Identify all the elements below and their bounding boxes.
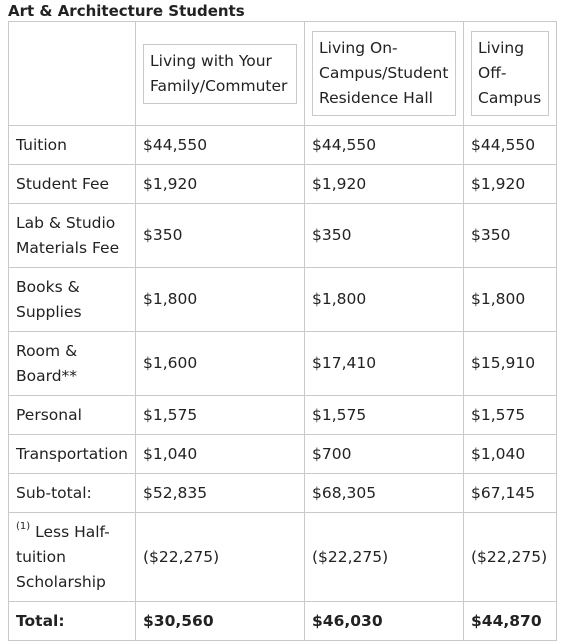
cell-value: $1,800 bbox=[464, 268, 557, 332]
cell-value: ($22,275) bbox=[305, 513, 464, 602]
total-row bbox=[9, 602, 557, 641]
column-header bbox=[464, 22, 557, 126]
cell-value: $1,920 bbox=[136, 165, 305, 204]
table-row bbox=[9, 165, 557, 204]
column-header-label: Living Off-Campus bbox=[471, 31, 549, 116]
header-row bbox=[9, 22, 557, 126]
table-row bbox=[9, 435, 557, 474]
table-row bbox=[9, 126, 557, 165]
cell-value: $44,550 bbox=[464, 126, 557, 165]
cell-value: $15,910 bbox=[464, 332, 557, 396]
cell-value: $1,600 bbox=[136, 332, 305, 396]
cell-value: $46,030 bbox=[305, 602, 464, 641]
row-label bbox=[9, 513, 136, 602]
row-label: Total: bbox=[9, 602, 136, 641]
cell-value: $1,800 bbox=[136, 268, 305, 332]
cell-value: $1,575 bbox=[464, 396, 557, 435]
subtotal-row bbox=[9, 474, 557, 513]
cell-value: $350 bbox=[464, 204, 557, 268]
row-label: Student Fee bbox=[9, 165, 136, 204]
cell-value: ($22,275) bbox=[136, 513, 305, 602]
table-row bbox=[9, 396, 557, 435]
table-title: Art & Architecture Students bbox=[8, 2, 245, 20]
table-row bbox=[9, 268, 557, 332]
cell-value: $700 bbox=[305, 435, 464, 474]
cell-value: $1,920 bbox=[464, 165, 557, 204]
footnote-marker: (1) bbox=[16, 521, 31, 533]
cell-value: $44,870 bbox=[464, 602, 557, 641]
row-label: Books & Supplies bbox=[9, 268, 136, 332]
cell-value: $17,410 bbox=[305, 332, 464, 396]
cell-value: $67,145 bbox=[464, 474, 557, 513]
cell-value: $30,560 bbox=[136, 602, 305, 641]
column-header-label: Living On-Campus/Student Residence Hall bbox=[312, 31, 456, 116]
cost-table bbox=[8, 21, 557, 641]
cell-value: $68,305 bbox=[305, 474, 464, 513]
scholarship-row bbox=[9, 513, 557, 602]
row-label: Room & Board** bbox=[9, 332, 136, 396]
cell-value: $44,550 bbox=[136, 126, 305, 165]
row-label: Lab & Studio Materials Fee bbox=[9, 204, 136, 268]
column-header bbox=[305, 22, 464, 126]
cell-value: $52,835 bbox=[136, 474, 305, 513]
cell-value: $1,800 bbox=[305, 268, 464, 332]
cell-value: $1,575 bbox=[136, 396, 305, 435]
cell-value: $1,920 bbox=[305, 165, 464, 204]
table-row bbox=[9, 332, 557, 396]
row-label: Sub-total: bbox=[9, 474, 136, 513]
cell-value: $1,575 bbox=[305, 396, 464, 435]
column-header-label: Living with Your Family/Commuter bbox=[143, 44, 297, 104]
table-row bbox=[9, 204, 557, 268]
cell-value: $44,550 bbox=[305, 126, 464, 165]
cell-value: $350 bbox=[305, 204, 464, 268]
cell-value: $1,040 bbox=[464, 435, 557, 474]
row-label: Transportation bbox=[9, 435, 136, 474]
cell-value: $1,040 bbox=[136, 435, 305, 474]
header-corner-cell bbox=[9, 22, 136, 126]
column-header bbox=[136, 22, 305, 126]
row-label-text: Less Half-tuition Scholarship bbox=[16, 522, 110, 591]
row-label: Personal bbox=[9, 396, 136, 435]
cell-value: $350 bbox=[136, 204, 305, 268]
row-label: Tuition bbox=[9, 126, 136, 165]
cell-value: ($22,275) bbox=[464, 513, 557, 602]
